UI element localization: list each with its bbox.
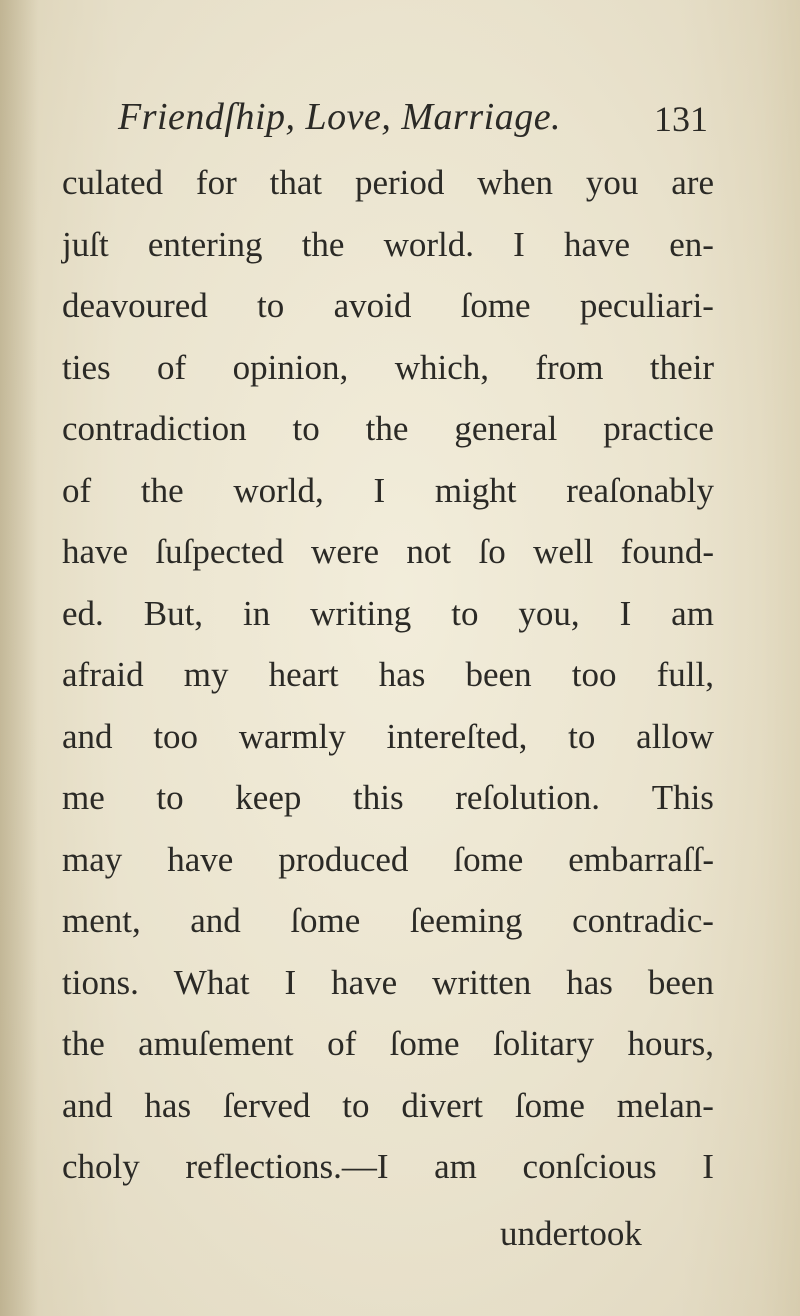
word: period <box>354 163 445 202</box>
word: has <box>144 1085 192 1125</box>
text-line <box>62 275 714 337</box>
word: and <box>62 1085 113 1125</box>
word: tions. <box>62 962 139 1002</box>
word: This <box>651 778 714 817</box>
word: amuſement <box>138 1024 294 1063</box>
word: may <box>62 839 123 879</box>
text-line <box>62 1136 714 1198</box>
word: when <box>477 163 554 202</box>
text-line <box>62 460 714 522</box>
word: too <box>153 716 199 756</box>
word: have <box>167 839 234 879</box>
word: am <box>434 1147 477 1186</box>
word: I <box>513 224 525 264</box>
word: ſeeming <box>409 901 523 940</box>
word: world, <box>233 470 324 510</box>
word: ſome <box>453 839 524 879</box>
word: am <box>671 593 714 633</box>
word: en- <box>669 224 714 264</box>
word: found- <box>620 532 714 571</box>
word: the <box>140 470 184 510</box>
word: hours, <box>627 1024 714 1063</box>
word: have <box>563 224 631 264</box>
word: What <box>173 962 250 1002</box>
word: ſome <box>460 286 531 325</box>
word: from <box>535 347 604 387</box>
word: to <box>156 778 184 817</box>
word: ſuſpected <box>155 532 284 571</box>
word: allow <box>636 716 714 756</box>
word: to <box>568 716 596 756</box>
word: and <box>62 716 113 756</box>
word: writing <box>310 593 412 633</box>
page-number: 131 <box>654 99 708 139</box>
word: of <box>157 347 187 387</box>
word: choly <box>62 1147 140 1186</box>
page-header <box>118 95 708 145</box>
word: well <box>533 532 594 571</box>
text-line <box>62 829 714 891</box>
text-line <box>62 706 714 768</box>
word: not <box>406 532 452 571</box>
word: I <box>373 470 386 510</box>
word: you, <box>518 593 580 633</box>
word: their <box>649 347 714 387</box>
word: my <box>183 655 229 694</box>
word: this <box>353 778 404 817</box>
text-line <box>62 890 714 952</box>
word: world. <box>383 224 475 264</box>
word: have <box>62 532 129 571</box>
text-line <box>62 521 714 583</box>
word: been <box>465 655 532 694</box>
word: you <box>585 163 639 202</box>
word: the <box>301 224 345 264</box>
text-line <box>62 1075 714 1137</box>
word: I <box>284 962 297 1002</box>
word: full, <box>656 655 714 694</box>
text-line <box>62 767 714 829</box>
word: general <box>454 409 558 448</box>
word: avoid <box>333 286 412 325</box>
word: ed. <box>62 593 104 633</box>
word: been <box>647 962 714 1002</box>
word: reſolution. <box>455 778 601 817</box>
word: ſolitary <box>492 1024 595 1063</box>
word: I <box>702 1147 714 1186</box>
body-text <box>62 152 714 1198</box>
word: divert <box>401 1085 484 1125</box>
word: that <box>269 163 323 202</box>
catchword: undertook <box>500 1214 642 1253</box>
word: contradic- <box>572 901 714 940</box>
word: afraid <box>62 655 144 694</box>
word: entering <box>147 224 263 264</box>
word: intereſted, <box>386 716 528 756</box>
text-line <box>62 152 714 214</box>
word: the <box>365 409 409 448</box>
word: me <box>62 778 105 817</box>
word: deavoured <box>62 286 208 325</box>
word: the <box>62 1024 105 1063</box>
word: practice <box>603 409 714 448</box>
text-line <box>62 214 714 276</box>
word: were <box>311 532 380 571</box>
word: too <box>571 655 617 694</box>
word: melan- <box>616 1085 714 1125</box>
word: embarraſſ- <box>568 839 714 879</box>
word: But, <box>143 593 204 633</box>
word: ſerved <box>222 1085 311 1125</box>
word: to <box>292 409 320 448</box>
text-line <box>62 952 714 1014</box>
word: of <box>327 1024 357 1063</box>
text-line <box>62 337 714 399</box>
word: warmly <box>238 716 346 756</box>
word: reaſonably <box>566 470 714 510</box>
word: I <box>619 593 632 633</box>
word: for <box>195 163 237 202</box>
word: to <box>451 593 479 633</box>
word: have <box>331 962 398 1002</box>
running-title: Friendſhip, Love, Marriage. <box>118 96 562 138</box>
word: might <box>434 470 517 510</box>
word: to <box>342 1085 370 1125</box>
word: ment, <box>62 901 141 940</box>
text-line <box>62 644 714 706</box>
word: heart <box>268 655 339 694</box>
text-line <box>62 1013 714 1075</box>
word: ſome <box>290 901 361 940</box>
text-line <box>62 398 714 460</box>
word: to <box>257 286 285 325</box>
word: has <box>378 655 426 694</box>
text-line <box>62 583 714 645</box>
word: are <box>671 163 714 202</box>
word: keep <box>235 778 302 817</box>
word: contradiction <box>62 409 247 448</box>
word: juſt <box>62 224 109 264</box>
word: and <box>190 901 241 940</box>
word: ſome <box>514 1085 585 1125</box>
word: which, <box>394 347 489 387</box>
word: conſcious <box>522 1147 657 1186</box>
word: produced <box>278 839 409 879</box>
word: ſo <box>478 532 506 571</box>
word: opinion, <box>232 347 349 387</box>
word: peculiari- <box>579 286 714 325</box>
word: ſome <box>389 1024 460 1063</box>
page-gutter-shadow <box>0 0 38 1316</box>
word: written <box>432 962 532 1002</box>
word: in <box>243 593 271 633</box>
word: ties <box>62 347 111 387</box>
word: culated <box>62 163 164 202</box>
word: reflections.—I <box>185 1147 389 1186</box>
word: has <box>566 962 613 1002</box>
word: of <box>62 470 92 510</box>
